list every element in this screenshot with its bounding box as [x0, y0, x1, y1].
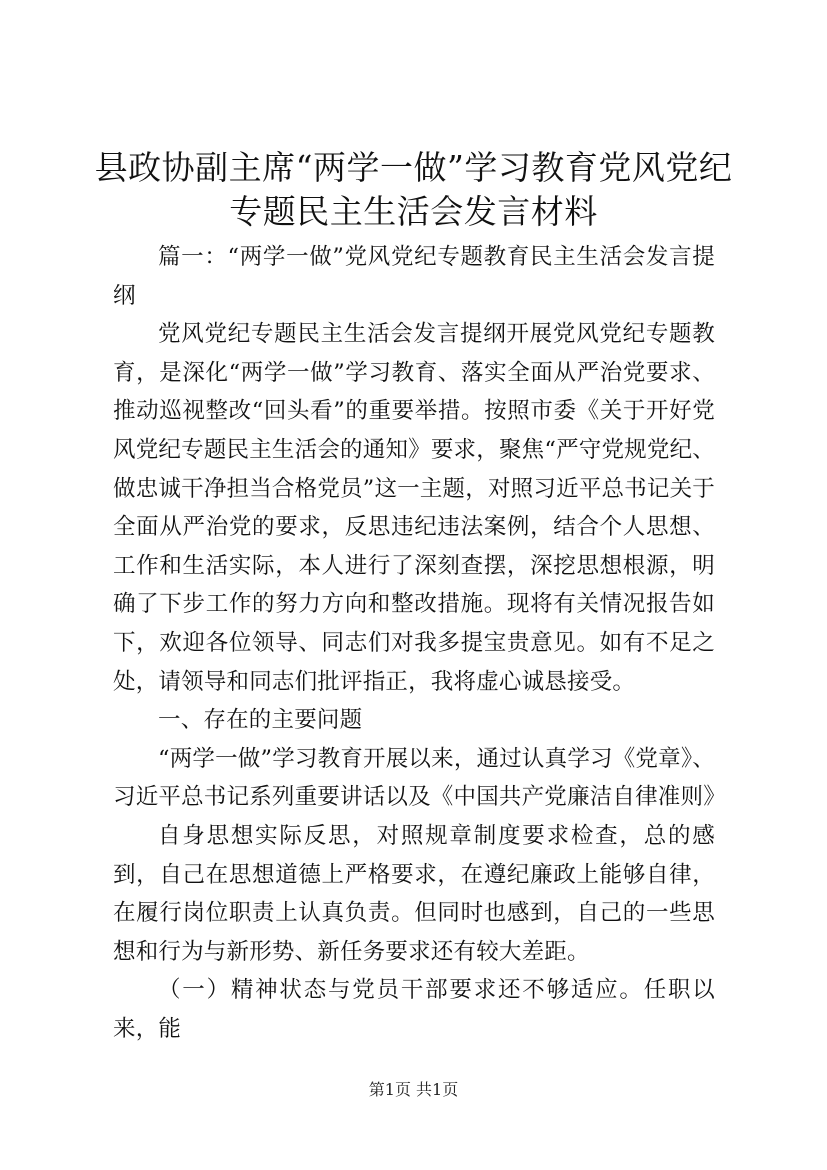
document-title-line-1: 县政协副主席“两学一做”学习教育党风党纪 — [94, 148, 733, 187]
section-heading: 一、存在的主要问题 — [158, 707, 363, 734]
document-body — [113, 238, 726, 1048]
paragraph-reflection: 自身思想实际反思，对照规章制度要求检查，总的感到，自己在思想道德上严格要求，在遵纪廉政上能够自律，在履行岗位职责上认真负责。但同时也感到，自己的一些思想和行为与新形势、新任务要求还有较大差距。 — [113, 822, 715, 965]
paragraph-study: “两学一做”学习教育开展以来，通过认真学习《党章》、习近平总书记系列重要讲话以及《中国共产党廉洁自律准则》 — [113, 745, 726, 811]
page-footer: 第1页 共1页 — [368, 1080, 459, 1099]
document-title-line-2: 专题民主生活会发言材料 — [229, 192, 598, 231]
paragraph-subtitle: 篇一：“两学一做”党风党纪专题教育民主生活会发言提纲 — [113, 244, 715, 309]
paragraph-intro: 党风党纪专题民主生活会发言提纲开展党风党纪专题教育，是深化“两学一做”学习教育、落实全面从严治党要求、推动巡视整改“回头看”的重要举措。按照市委《关于开好党风党纪专题民主生活会的通知》要求，聚焦“严守党规党纪、做忠诚干净担当合格党员”这一主题，对照习近平总书记关于全面从严治党的要求，反思违纪违法案例，结合个人思想、工作和生活实际，本人进行了深刻查摆，深挖思想根源，明确了下步工作的努力方向和整改措施。现将有关情况报告如下，欢迎各位领导、同志们对我多提宝贵意见。如有不足之处，请领导和同志们批评指正，我将虚心诚恳接受。 — [113, 321, 715, 695]
paragraph-item-1: （一）精神状态与党员干部要求还不够适应。任职以来，能 — [113, 977, 715, 1042]
